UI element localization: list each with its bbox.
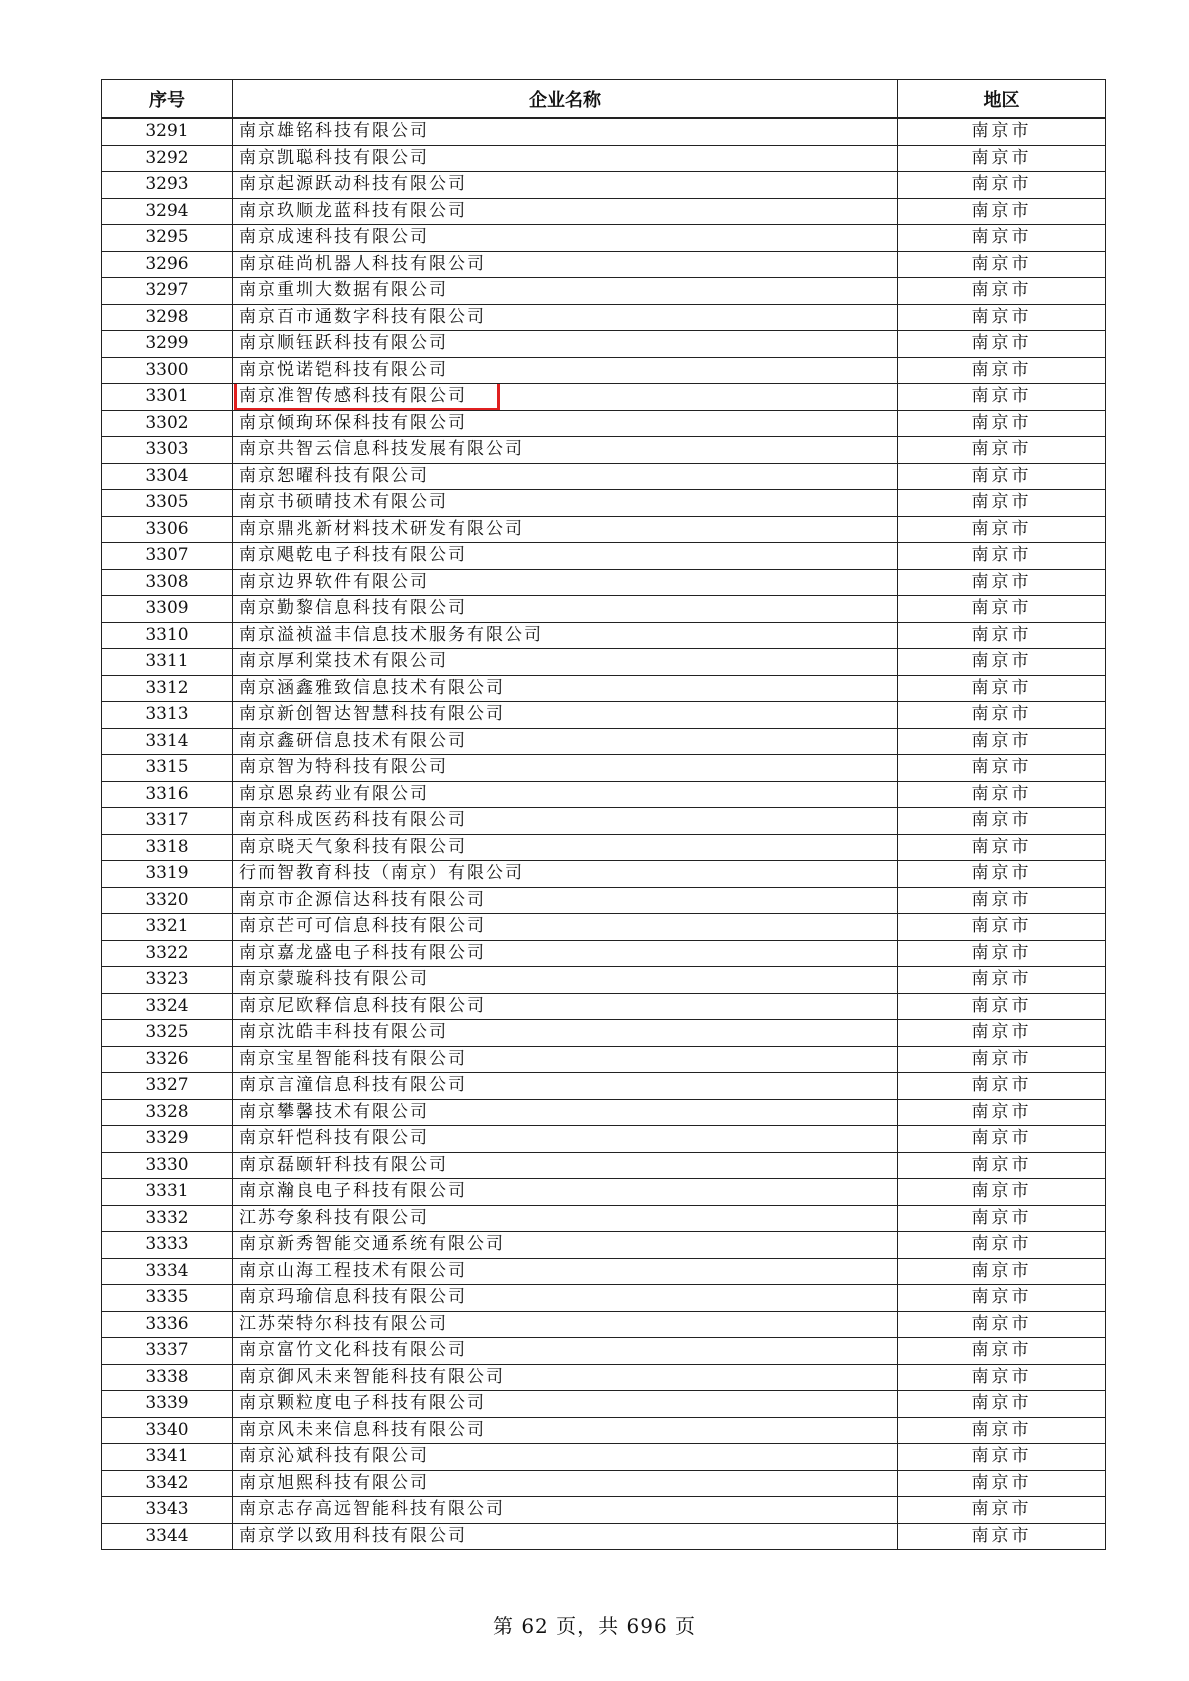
- region-cell: 南京市: [898, 1338, 1106, 1365]
- table-body: [102, 118, 1106, 1550]
- table-row: [102, 1391, 1106, 1418]
- serial-number-cell: 3337: [102, 1338, 233, 1365]
- table-row: [102, 1126, 1106, 1153]
- region-cell: 南京市: [898, 1364, 1106, 1391]
- company-name-text: 南京新秀智能交通系统有限公司: [239, 1234, 505, 1255]
- serial-number-cell: 3325: [102, 1020, 233, 1047]
- serial-number-cell: 3340: [102, 1417, 233, 1444]
- region-cell: 南京市: [898, 1285, 1106, 1312]
- table-row: [102, 490, 1106, 517]
- region-cell: 南京市: [898, 1126, 1106, 1153]
- company-name-text: 南京风未来信息科技有限公司: [239, 1419, 486, 1440]
- region-cell: 南京市: [898, 437, 1106, 464]
- company-name-text: 南京飓乾电子科技有限公司: [239, 545, 467, 566]
- table-row: [102, 967, 1106, 994]
- company-name-text: 南京勤黎信息科技有限公司: [239, 598, 467, 619]
- serial-number-cell: 3304: [102, 463, 233, 490]
- region-cell: 南京市: [898, 675, 1106, 702]
- company-name-text: 南京百市通数字科技有限公司: [239, 306, 486, 327]
- serial-number-cell: 3299: [102, 331, 233, 358]
- company-name-cell: [233, 940, 898, 967]
- serial-number-cell: 3328: [102, 1099, 233, 1126]
- table-row: [102, 410, 1106, 437]
- company-name-cell: [233, 967, 898, 994]
- company-name-text: 南京尼欧释信息科技有限公司: [239, 995, 486, 1016]
- serial-number-cell: 3321: [102, 914, 233, 941]
- serial-number-cell: 3295: [102, 225, 233, 252]
- serial-number-cell: 3308: [102, 569, 233, 596]
- company-name-cell: [233, 516, 898, 543]
- table-row: [102, 543, 1106, 570]
- table-row: [102, 172, 1106, 199]
- serial-number-cell: 3342: [102, 1470, 233, 1497]
- region-cell: 南京市: [898, 1099, 1106, 1126]
- region-cell: 南京市: [898, 1152, 1106, 1179]
- serial-number-cell: 3322: [102, 940, 233, 967]
- header-serial-number: 序号: [102, 80, 233, 119]
- region-cell: 南京市: [898, 118, 1106, 145]
- serial-number-cell: 3319: [102, 861, 233, 888]
- table-row: [102, 1497, 1106, 1524]
- region-cell: 南京市: [898, 728, 1106, 755]
- table-row: [102, 1152, 1106, 1179]
- region-cell: 南京市: [898, 490, 1106, 517]
- region-cell: 南京市: [898, 384, 1106, 411]
- company-name-cell: [233, 1338, 898, 1365]
- company-name-cell: [233, 1311, 898, 1338]
- company-name-cell: [233, 622, 898, 649]
- company-name-cell: [233, 1497, 898, 1524]
- serial-number-cell: 3298: [102, 304, 233, 331]
- region-cell: 南京市: [898, 1497, 1106, 1524]
- serial-number-cell: 3327: [102, 1073, 233, 1100]
- company-name-text: 南京倾珣环保科技有限公司: [239, 412, 467, 433]
- company-name-cell: [233, 1523, 898, 1550]
- company-name-text: 南京嘉龙盛电子科技有限公司: [239, 942, 486, 963]
- company-name-text: 南京御风未来智能科技有限公司: [239, 1366, 505, 1387]
- company-name-text: 南京新创智达智慧科技有限公司: [239, 704, 505, 725]
- region-cell: 南京市: [898, 1444, 1106, 1471]
- company-name-text: 南京恕曜科技有限公司: [239, 465, 429, 486]
- region-cell: 南京市: [898, 251, 1106, 278]
- company-name-text: 南京宝星智能科技有限公司: [239, 1048, 467, 1069]
- region-cell: 南京市: [898, 755, 1106, 782]
- table-row: [102, 437, 1106, 464]
- serial-number-cell: 3303: [102, 437, 233, 464]
- company-name-cell: [233, 1444, 898, 1471]
- table-row: [102, 993, 1106, 1020]
- table-row: [102, 702, 1106, 729]
- company-name-cell: [233, 1205, 898, 1232]
- table-row: [102, 1258, 1106, 1285]
- region-cell: 南京市: [898, 702, 1106, 729]
- company-name-text: 南京沁斌科技有限公司: [239, 1446, 429, 1467]
- company-name-cell: [233, 861, 898, 888]
- table-row: [102, 834, 1106, 861]
- serial-number-cell: 3294: [102, 198, 233, 225]
- company-name-text: 南京悦诺铠科技有限公司: [239, 359, 448, 380]
- region-cell: 南京市: [898, 225, 1106, 252]
- table-row: [102, 225, 1106, 252]
- table-row: [102, 516, 1106, 543]
- company-name-text: 南京书硕晴技术有限公司: [239, 492, 448, 513]
- serial-number-cell: 3331: [102, 1179, 233, 1206]
- company-name-cell: [233, 251, 898, 278]
- company-name-text: 南京晓天气象科技有限公司: [239, 836, 467, 857]
- region-cell: 南京市: [898, 622, 1106, 649]
- company-name-cell: [233, 331, 898, 358]
- serial-number-cell: 3324: [102, 993, 233, 1020]
- company-name-cell: [233, 596, 898, 623]
- company-name-text: 南京瀚良电子科技有限公司: [239, 1181, 467, 1202]
- company-name-text: 南京科成医药科技有限公司: [239, 810, 467, 831]
- region-cell: 南京市: [898, 172, 1106, 199]
- company-name-cell: [233, 728, 898, 755]
- company-name-cell: [233, 410, 898, 437]
- company-name-text: 南京成速科技有限公司: [239, 227, 429, 248]
- table-row: [102, 781, 1106, 808]
- company-name-text: 南京芒可可信息科技有限公司: [239, 916, 486, 937]
- company-name-cell: [233, 781, 898, 808]
- serial-number-cell: 3332: [102, 1205, 233, 1232]
- serial-number-cell: 3329: [102, 1126, 233, 1153]
- serial-number-cell: 3315: [102, 755, 233, 782]
- region-cell: 南京市: [898, 887, 1106, 914]
- company-name-text: 南京山海工程技术有限公司: [239, 1260, 467, 1281]
- company-name-text: 江苏荣特尔科技有限公司: [239, 1313, 448, 1334]
- company-name-cell: [233, 490, 898, 517]
- company-name-cell: [233, 1073, 898, 1100]
- serial-number-cell: 3311: [102, 649, 233, 676]
- company-name-text: 南京起源跃动科技有限公司: [239, 174, 467, 195]
- table-row: [102, 1020, 1106, 1047]
- company-name-cell: [233, 437, 898, 464]
- company-name-cell: [233, 993, 898, 1020]
- table-row: [102, 596, 1106, 623]
- serial-number-cell: 3344: [102, 1523, 233, 1550]
- table-row: [102, 118, 1106, 145]
- company-name-text: 南京雄铭科技有限公司: [239, 121, 429, 142]
- serial-number-cell: 3339: [102, 1391, 233, 1418]
- company-name-text: 南京学以致用科技有限公司: [239, 1525, 467, 1546]
- table-row: [102, 145, 1106, 172]
- region-cell: 南京市: [898, 1020, 1106, 1047]
- table-row: [102, 1179, 1106, 1206]
- serial-number-cell: 3312: [102, 675, 233, 702]
- table-row: [102, 463, 1106, 490]
- region-cell: 南京市: [898, 1073, 1106, 1100]
- table-row: [102, 1338, 1106, 1365]
- serial-number-cell: 3293: [102, 172, 233, 199]
- serial-number-cell: 3334: [102, 1258, 233, 1285]
- table-row: [102, 1099, 1106, 1126]
- company-name-cell: [233, 384, 898, 411]
- table-row: [102, 1444, 1106, 1471]
- company-name-cell: [233, 1046, 898, 1073]
- region-cell: 南京市: [898, 1232, 1106, 1259]
- region-cell: 南京市: [898, 993, 1106, 1020]
- table-row: [102, 1417, 1106, 1444]
- table-row: [102, 622, 1106, 649]
- company-name-text: 南京边界软件有限公司: [239, 571, 429, 592]
- table-row: [102, 808, 1106, 835]
- table-row: [102, 198, 1106, 225]
- serial-number-cell: 3323: [102, 967, 233, 994]
- table-row: [102, 1285, 1106, 1312]
- serial-number-cell: 3300: [102, 357, 233, 384]
- serial-number-cell: 3333: [102, 1232, 233, 1259]
- table-row: [102, 1232, 1106, 1259]
- company-name-cell: [233, 278, 898, 305]
- serial-number-cell: 3307: [102, 543, 233, 570]
- region-cell: 南京市: [898, 1311, 1106, 1338]
- company-name-text: 南京磊颐轩科技有限公司: [239, 1154, 448, 1175]
- table-row: [102, 1073, 1106, 1100]
- company-name-text: 南京顺钰跃科技有限公司: [239, 333, 448, 354]
- table-row: [102, 1046, 1106, 1073]
- region-cell: 南京市: [898, 940, 1106, 967]
- company-name-text: 南京攀馨技术有限公司: [239, 1101, 429, 1122]
- table-row: [102, 278, 1106, 305]
- company-name-text: 南京鑫研信息技术有限公司: [239, 730, 467, 751]
- company-name-cell: [233, 172, 898, 199]
- company-name-text: 南京溢祯溢丰信息技术服务有限公司: [239, 624, 543, 645]
- region-cell: 南京市: [898, 1258, 1106, 1285]
- region-cell: 南京市: [898, 569, 1106, 596]
- table-row: [102, 649, 1106, 676]
- region-cell: 南京市: [898, 1205, 1106, 1232]
- company-name-text: 南京富竹文化科技有限公司: [239, 1340, 467, 1361]
- serial-number-cell: 3335: [102, 1285, 233, 1312]
- table-row: [102, 1364, 1106, 1391]
- company-name-cell: [233, 649, 898, 676]
- serial-number-cell: 3296: [102, 251, 233, 278]
- company-name-cell: [233, 198, 898, 225]
- region-cell: 南京市: [898, 649, 1106, 676]
- region-cell: 南京市: [898, 357, 1106, 384]
- table-row: [102, 304, 1106, 331]
- company-name-cell: [233, 1258, 898, 1285]
- serial-number-cell: 3316: [102, 781, 233, 808]
- region-cell: 南京市: [898, 808, 1106, 835]
- table-row: [102, 1311, 1106, 1338]
- company-name-text: 南京重圳大数据有限公司: [239, 280, 448, 301]
- company-name-cell: [233, 1285, 898, 1312]
- company-name-text: 南京蒙璇科技有限公司: [239, 969, 429, 990]
- company-name-cell: [233, 808, 898, 835]
- table-row: [102, 1205, 1106, 1232]
- serial-number-cell: 3330: [102, 1152, 233, 1179]
- company-name-text: 南京市企源信达科技有限公司: [239, 889, 486, 910]
- region-cell: 南京市: [898, 1523, 1106, 1550]
- serial-number-cell: 3341: [102, 1444, 233, 1471]
- region-cell: 南京市: [898, 304, 1106, 331]
- serial-number-cell: 3320: [102, 887, 233, 914]
- company-name-text: 南京恩泉药业有限公司: [239, 783, 429, 804]
- region-cell: 南京市: [898, 331, 1106, 358]
- table-row: [102, 887, 1106, 914]
- table-row: [102, 940, 1106, 967]
- company-name-cell: [233, 1099, 898, 1126]
- company-name-cell: [233, 1020, 898, 1047]
- table-row: [102, 357, 1106, 384]
- company-name-cell: [233, 463, 898, 490]
- company-name-text: 南京共智云信息科技发展有限公司: [239, 439, 524, 460]
- region-cell: 南京市: [898, 1470, 1106, 1497]
- company-name-cell: [233, 543, 898, 570]
- region-cell: 南京市: [898, 410, 1106, 437]
- company-name-text: 南京轩恺科技有限公司: [239, 1128, 429, 1149]
- company-name-text: 南京言潼信息科技有限公司: [239, 1075, 467, 1096]
- table-header-row: [102, 80, 1106, 119]
- table-row: [102, 755, 1106, 782]
- company-name-text: 行而智教育科技（南京）有限公司: [239, 863, 524, 884]
- region-cell: 南京市: [898, 596, 1106, 623]
- company-name-cell: [233, 304, 898, 331]
- company-name-cell: [233, 1179, 898, 1206]
- company-name-text: 南京志存高远智能科技有限公司: [239, 1499, 505, 1520]
- company-name-cell: [233, 675, 898, 702]
- company-name-text: 南京厚利棠技术有限公司: [239, 651, 448, 672]
- table-row: [102, 251, 1106, 278]
- company-name-text: 南京旭熙科技有限公司: [239, 1472, 429, 1493]
- region-cell: 南京市: [898, 834, 1106, 861]
- highlighted-company-name: 南京准智传感科技有限公司: [239, 386, 495, 406]
- table-row: [102, 1523, 1106, 1550]
- region-cell: 南京市: [898, 781, 1106, 808]
- region-cell: 南京市: [898, 1046, 1106, 1073]
- company-name-cell: [233, 1391, 898, 1418]
- serial-number-cell: 3317: [102, 808, 233, 835]
- company-name-cell: [233, 834, 898, 861]
- table-row: [102, 728, 1106, 755]
- company-name-text: 南京智为特科技有限公司: [239, 757, 448, 778]
- region-cell: 南京市: [898, 198, 1106, 225]
- region-cell: 南京市: [898, 516, 1106, 543]
- serial-number-cell: 3305: [102, 490, 233, 517]
- company-name-cell: [233, 1364, 898, 1391]
- serial-number-cell: 3343: [102, 1497, 233, 1524]
- region-cell: 南京市: [898, 278, 1106, 305]
- company-name-text: 南京玖顺龙蓝科技有限公司: [239, 200, 467, 221]
- company-name-text: 南京凯聪科技有限公司: [239, 147, 429, 168]
- serial-number-cell: 3301: [102, 384, 233, 411]
- region-cell: 南京市: [898, 543, 1106, 570]
- company-name-text: 南京硅尚机器人科技有限公司: [239, 253, 486, 274]
- company-name-cell: [233, 1232, 898, 1259]
- company-name-cell: [233, 755, 898, 782]
- serial-number-cell: 3310: [102, 622, 233, 649]
- serial-number-cell: 3306: [102, 516, 233, 543]
- region-cell: 南京市: [898, 861, 1106, 888]
- table-row: [102, 331, 1106, 358]
- serial-number-cell: 3291: [102, 118, 233, 145]
- table-row: [102, 675, 1106, 702]
- serial-number-cell: 3292: [102, 145, 233, 172]
- region-cell: 南京市: [898, 1179, 1106, 1206]
- company-name-cell: [233, 145, 898, 172]
- company-name-text: 南京玛瑜信息科技有限公司: [239, 1287, 467, 1308]
- serial-number-cell: 3336: [102, 1311, 233, 1338]
- company-name-cell: [233, 569, 898, 596]
- company-name-text: 南京涵鑫雅致信息技术有限公司: [239, 677, 505, 698]
- region-cell: 南京市: [898, 1391, 1106, 1418]
- company-name-cell: [233, 914, 898, 941]
- header-company-name: 企业名称: [233, 80, 898, 119]
- company-name-text: 南京沈皓丰科技有限公司: [239, 1022, 448, 1043]
- serial-number-cell: 3318: [102, 834, 233, 861]
- company-name-cell: [233, 887, 898, 914]
- company-list-table: [101, 79, 1106, 1550]
- company-name-cell: [233, 702, 898, 729]
- page-footer: 第 62 页，共 696 页: [492, 1614, 697, 1638]
- serial-number-cell: 3297: [102, 278, 233, 305]
- company-name-text: 南京颗粒度电子科技有限公司: [239, 1393, 486, 1414]
- serial-number-cell: 3326: [102, 1046, 233, 1073]
- company-name-cell: [233, 225, 898, 252]
- company-name-cell: [233, 1126, 898, 1153]
- company-name-cell: [233, 1470, 898, 1497]
- serial-number-cell: 3302: [102, 410, 233, 437]
- table-row: [102, 569, 1106, 596]
- table-row-highlighted: [102, 384, 1106, 411]
- table-row: [102, 914, 1106, 941]
- company-name-cell: [233, 357, 898, 384]
- company-name-cell: [233, 1152, 898, 1179]
- serial-number-cell: 3309: [102, 596, 233, 623]
- region-cell: 南京市: [898, 914, 1106, 941]
- company-name-cell: [233, 1417, 898, 1444]
- header-region: 地区: [898, 80, 1106, 119]
- serial-number-cell: 3313: [102, 702, 233, 729]
- company-name-text: 南京鼎兆新材料技术研发有限公司: [239, 518, 524, 539]
- serial-number-cell: 3338: [102, 1364, 233, 1391]
- region-cell: 南京市: [898, 145, 1106, 172]
- serial-number-cell: 3314: [102, 728, 233, 755]
- region-cell: 南京市: [898, 463, 1106, 490]
- region-cell: 南京市: [898, 1417, 1106, 1444]
- company-name-text: 江苏夸象科技有限公司: [239, 1207, 429, 1228]
- region-cell: 南京市: [898, 967, 1106, 994]
- table-row: [102, 1470, 1106, 1497]
- company-name-cell: [233, 118, 898, 145]
- table-row: [102, 861, 1106, 888]
